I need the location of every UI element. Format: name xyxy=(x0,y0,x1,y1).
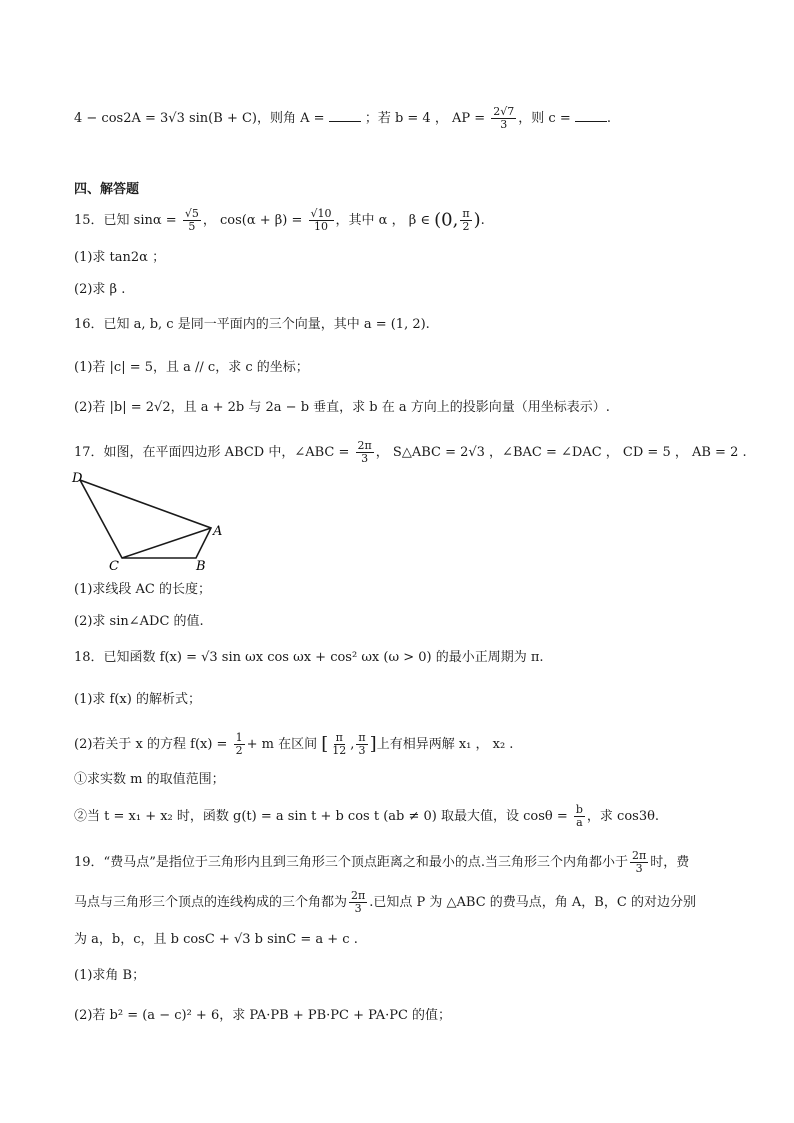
fraction-pi-over-2: $\frac{\pi}{2}$ xyxy=(462,207,470,233)
q19-l2-pre: 马点与三角形三个顶点的连线构成的三个角都为 xyxy=(74,895,348,910)
fraction-2pi-over-3-a: $\frac{2\pi}{3}$ xyxy=(631,849,647,875)
q17-stem xyxy=(74,440,747,465)
label-a: A xyxy=(213,524,223,539)
fraction-sqrt10-over-10: $\frac{√10}{10}$ xyxy=(310,207,332,233)
q18-p2-mid: + m 在区间 xyxy=(246,737,318,752)
q19-line2 xyxy=(74,890,696,915)
q18-stem: 18．已知函数 f(x) = √3 sin ωx cos ωx + cos² ωx (ω > 0) 的最小正周期为 π. xyxy=(74,650,544,665)
answer-blank-c[interactable] xyxy=(575,109,607,122)
bracket-right: ] xyxy=(369,733,377,755)
q19-l1-pre: 19．“费马点”是指位于三角形内且到三角形三个顶点距离之和最小的点.当三角形三个内角都小于 xyxy=(74,855,628,870)
q18-part1: (1)求 f(x) 的解析式； xyxy=(74,692,201,707)
q19-part2: (2)若 b² = (a − c)² + 6，求 PA·PB + PB·PC + PA·PC 的值； xyxy=(74,1008,452,1023)
q17-part2: (2)求 sin∠ADC 的值. xyxy=(74,614,204,629)
q14-cond-b: ；若 b = 4 ， xyxy=(364,111,448,126)
q18-p2-pre: (2)若关于 x 的方程 f(x) = xyxy=(74,737,228,752)
label-d: D xyxy=(72,471,83,486)
fraction-2sqrt7-over-3: $\frac{2√7}{3}$ xyxy=(493,105,515,131)
q19-line3: 为 a，b，c，且 b cosC + √3 b sinC = a + c . xyxy=(74,932,358,947)
q16-part1: (1)若 |c| = 5，且 a // c，求 c 的坐标； xyxy=(74,360,309,375)
q15-part1: (1)求 tan2α ； xyxy=(74,250,166,265)
fraction-b-over-a: $\frac{b}{a}$ xyxy=(575,803,583,829)
bracket-left: [ xyxy=(321,733,329,755)
q15-part2: (2)求 β . xyxy=(74,282,126,297)
q15-period: . xyxy=(480,213,485,228)
q18-s2-post: ，求 cos3θ. xyxy=(586,809,660,824)
fraction-2pi-over-3: $\frac{2\pi}{3}$ xyxy=(357,439,372,465)
q18-p2-post: 上有相异两解 x₁ ， x₂ . xyxy=(376,737,514,752)
q17-part1: (1)求线段 AC 的长度； xyxy=(74,582,212,597)
q18-s2-pre: ②当 t = x₁ + x₂ 时，函数 g(t) = a sin t + b cos t (ab ≠ 0) 取最大值，设 cosθ = xyxy=(74,809,568,824)
figure-outline xyxy=(80,480,211,558)
interval-right: ) xyxy=(473,209,481,231)
q17-post: ， S△ABC = 2√3 ，∠BAC = ∠DAC ， CD = 5 ， AB = 2 . xyxy=(375,445,747,460)
answer-blank-a[interactable] xyxy=(329,109,361,122)
q14-equation: 4 − cos2A = 3√3 sin(B + C) xyxy=(74,111,257,126)
label-b: B xyxy=(196,559,206,574)
q14-period: . xyxy=(606,111,612,126)
interval-left: (0, xyxy=(434,209,459,231)
q14-ap-lhs: AP = xyxy=(451,111,486,126)
q18-sub2 xyxy=(74,804,659,829)
quadrilateral-figure xyxy=(66,470,236,575)
fraction-1-over-2: $\frac{1}{2}$ xyxy=(235,731,243,757)
q16-stem: 16．已知 a, b, c 是同一平面内的三个向量，其中 a = (1, 2). xyxy=(74,317,430,332)
fraction-pi-over-3: $\frac{\pi}{3}$ xyxy=(358,731,366,757)
fraction-pi-over-12: $\frac{\pi}{12}$ xyxy=(332,731,347,757)
q14-ask-c: ，则 c = xyxy=(518,111,571,126)
q14-tail-line xyxy=(74,106,611,131)
q19-l2-post: .已知点 P 为 △ABC 的费马点，角 A，B，C 的对边分别 xyxy=(369,895,696,910)
q17-pre: 17．如图，在平面四边形 ABCD 中，∠ABC = xyxy=(74,445,350,460)
q15-intro: 15．已知 sinα = xyxy=(74,213,177,228)
q19-line1 xyxy=(74,850,689,875)
q15-mid: ， cos(α + β) = xyxy=(202,213,303,228)
q16-part2: (2)若 |b| = 2√2，且 a + 2b 与 2a − b 垂直，求 b 在 a 方向上的投影向量（用坐标表示）. xyxy=(74,400,610,415)
q14-ask-a: ，则角 A = xyxy=(256,111,325,126)
q18-sub1: ①求实数 m 的取值范围； xyxy=(74,772,225,787)
fraction-sqrt5-over-5: $\frac{√5}{5}$ xyxy=(184,207,199,233)
q19-part1: (1)求角 B； xyxy=(74,968,146,983)
q15-stem xyxy=(74,208,485,233)
label-c: C xyxy=(109,559,119,574)
q18-part2: (2)若关于 x 的方程 f(x) = $\frac{1}{2}$ + m 在区间 [ $\frac{\pi}{12}$ , $\frac{\pi}{3}$ ]上有相异两解 x₁ ， x₂ . xyxy=(74,731,514,757)
q19-l1-post: 时，费 xyxy=(650,855,690,870)
q15-tail: ，其中 α ， β ∈ xyxy=(335,213,430,228)
section-heading: 四、解答题 xyxy=(74,182,140,197)
fraction-2pi-over-3-b: $\frac{2\pi}{3}$ xyxy=(351,889,366,915)
